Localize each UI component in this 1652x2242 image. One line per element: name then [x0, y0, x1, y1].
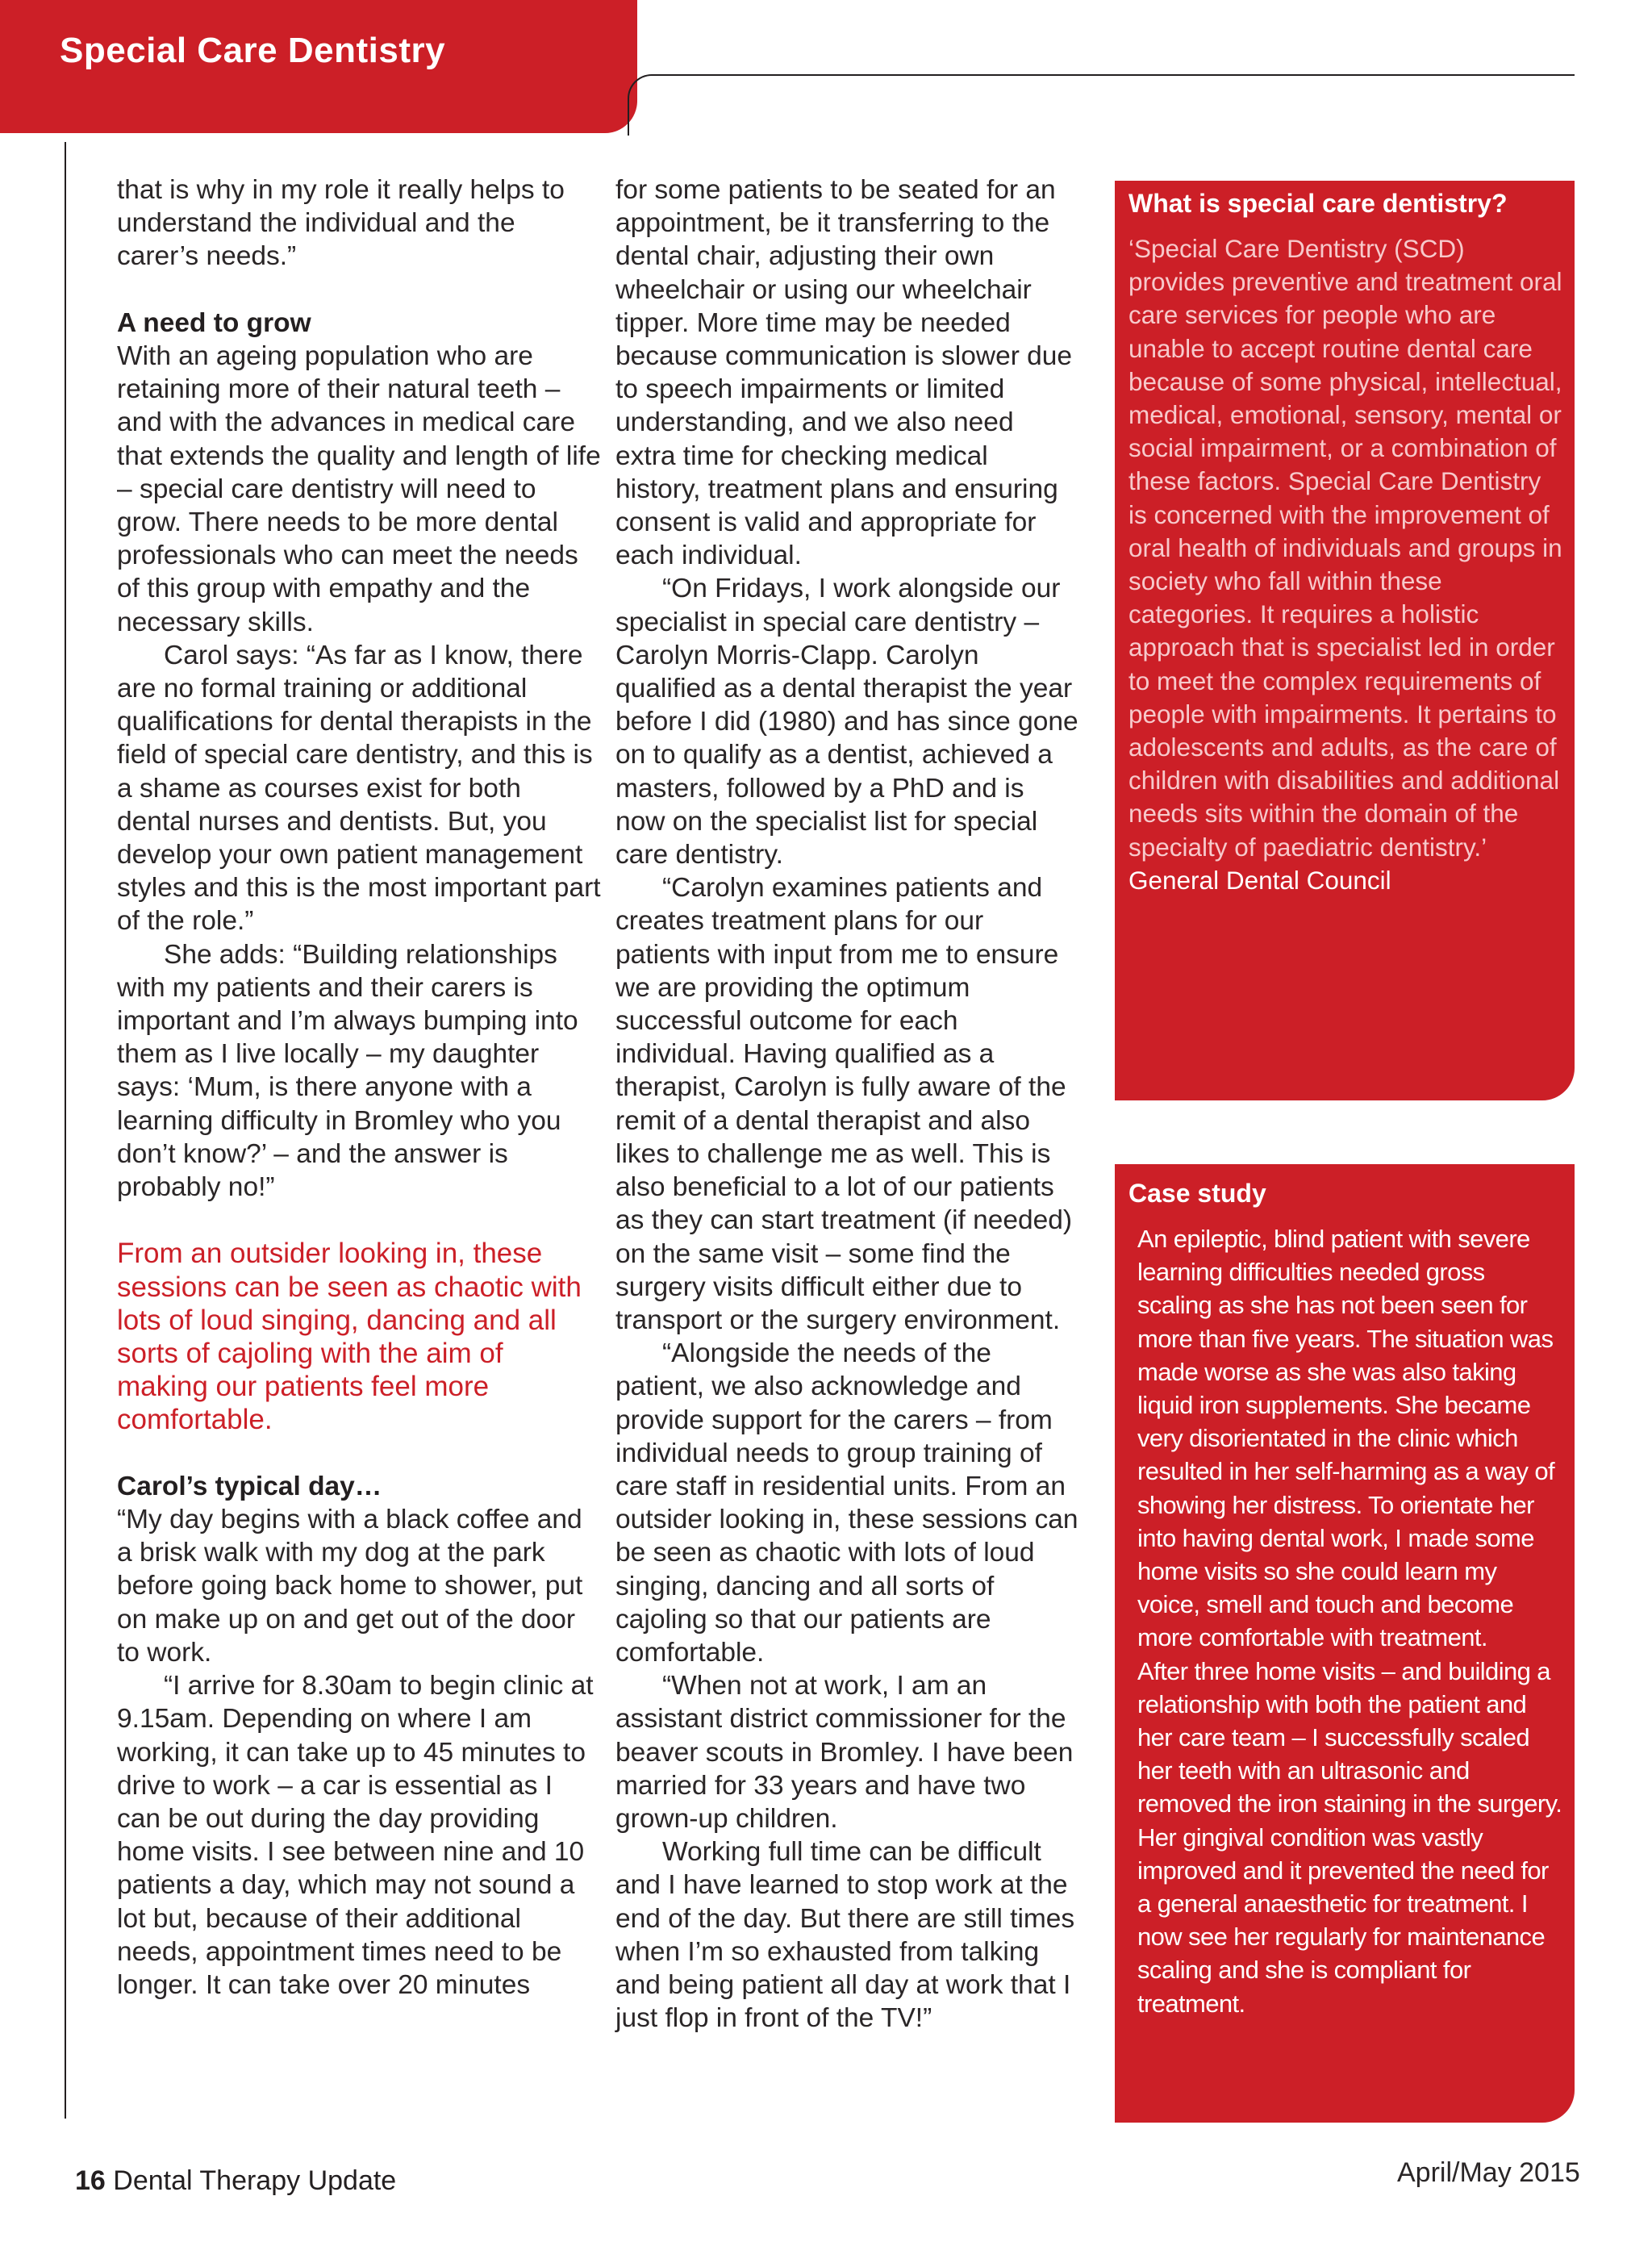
- section-title: Special Care Dentistry: [60, 31, 446, 70]
- case-study-text: [1137, 1222, 1565, 2020]
- pull-quote: From an outsider looking in, these sessions can be seen as chaotic with lots of loud singing, dancing and all sorts of cajoling with the aim of making our patients feel more comfortable.: [117, 1238, 582, 1436]
- paragraph: Carol says: “As far as I know, there are no formal training or additional qualifications for dental therapists in the field of special care dentistry, and this is a shame as courses exist for both dental nurses and dentists. But, you develop your own patient management styles and this is the most important part of the role.”: [117, 640, 601, 937]
- article-column-1: [117, 173, 601, 2002]
- definition-source: General Dental Council: [1128, 865, 1391, 895]
- paragraph: “When not at work, I am an assistant district commissioner for the beaver scouts in Bromley. I have been married for 33 years and have two grown-up children.: [615, 1671, 1074, 1834]
- footer-publication: [75, 2165, 396, 2197]
- paragraph: With an ageing population who are retaining more of their natural teeth – and with the advances in medical care that extends the quality and length of life – special care dentistry will need to grow. There needs to be more dental professionals who can meet the needs of this group with empathy and the necessary skills.: [117, 341, 601, 637]
- header-curve-decoration: [628, 74, 655, 136]
- paragraph: “I arrive for 8.30am to begin clinic at 9.15am. Depending on where I am working, it can take up to 45 minutes to drive to work – a car is essential as I can be out during the day providing home visits. I see between nine and 10 patients a day, which may not sound a lot but, because of their additional needs, appointment times need to be longer. It can take over 20 minutes: [117, 1671, 594, 2000]
- case-study-title: Case study: [1128, 1179, 1266, 1208]
- sidebar-definition-box: [1115, 181, 1575, 1100]
- header-rule: [655, 74, 1575, 76]
- paragraph: “On Fridays, I work alongside our specialist in special care dentistry – Carolyn Morris-Clapp. Carolyn qualified as a dental therapist the year before I did (1980) and has since gone on to qualify as a dentist, achieved a masters, followed by a PhD and is now on the specialist list for special care dentistry.: [615, 574, 1078, 870]
- paragraph: She adds: “Building relationships with my patients and their carers is important and I’m always bumping into them as I live locally – my daughter says: ‘Mum, is there anyone with a learning difficulty in Bromley who you don’t know?’ – and the answer is probably no!”: [117, 939, 578, 1203]
- publication-name: Dental Therapy Update: [113, 2165, 397, 2196]
- sidebar-case-study-box: [1115, 1164, 1575, 2123]
- case-study-paragraph: After three home visits – and building a relationship with both the patient and her care team – I successfully scaled her teeth with an ultrasonic and removed the iron staining in the surgery. Her gingival condition was vastly improved and it prevented the need for a general anaesthetic for treatment. I now see her regularly for maintenance scaling and she is compliant for treatment.: [1137, 1656, 1562, 2018]
- sidebar-title: What is special care dentistry?: [1128, 189, 1508, 218]
- sidebar-text: [1128, 232, 1564, 897]
- issue-date: April/May 2015: [1397, 2157, 1580, 2188]
- paragraph: “My day begins with a black coffee and a brisk walk with my dog at the park before going back home to shower, put on make up on and get out of the door to work.: [117, 1505, 583, 1668]
- definition-quote: ‘Special Care Dentistry (SCD) provides preventive and treatment oral care services for people who are unable to accept routine dental care because of some physical, intellectual, medical, emotional, sensory, mental or social impairment, or a combination of these factors. Special Care Dentistry is concerned with the improvement of oral health of individuals and groups in society who fall within these categories. It requires a holistic approach that is specialist led in order to meet the complex requirements of people with impairments. It pertains to adolescents and adults, as the care of children with disabilities and additional needs sits within the domain of the specialty of paediatric dentistry.’: [1128, 234, 1562, 862]
- paragraph: Working full time can be difficult and I have learned to stop work at the end of the day. But there are still times when I’m so exhausted from talking and being patient all day at work that I just flop in front of the TV!”: [615, 1837, 1075, 2034]
- page-number: 16: [75, 2165, 106, 2196]
- paragraph: “Alongside the needs of the patient, we also acknowledge and provide support for the carers – from individual needs to group training of care staff in residential units. From an outsider looking in, these sessions can be seen as chaotic with lots of loud singing, dancing and all sorts of cajoling so that our patients are comfortable.: [615, 1338, 1078, 1668]
- article-column-2: [615, 173, 1079, 2035]
- subheading: Carol’s typical day…: [117, 1471, 382, 1501]
- subheading: A need to grow: [117, 307, 311, 338]
- case-study-paragraph: An epileptic, blind patient with severe learning difficulties needed gross scaling as she has not been seen for more than five years. The situation was made worse as she was also taking liquid iron supplements. She became very disorientated in the clinic which resulted in her self-harming as a way of showing her distress. To orientate her into having dental work, I made some home visits so she could learn my voice, smell and touch and become more comfortable with treatment.: [1137, 1225, 1555, 1652]
- paragraph: that is why in my role it really helps to understand the individual and the carer’s needs.”: [117, 175, 565, 272]
- column-rule: [65, 142, 66, 2119]
- paragraph: “Carolyn examines patients and creates treatment plans for our patients with input from me to ensure we are providing the optimum successful outcome for each individual. Having qualified as a therapist, Carolyn is fully aware of the remit of a dental therapist and also likes to challenge me as well. This is also beneficial to a lot of our patients as they can start treatment (if needed) on the same visit – some find the surgery visits difficult either due to transport or the surgery environment.: [615, 873, 1073, 1335]
- paragraph: for some patients to be seated for an appointment, be it transferring to the dental chair, adjusting their own wheelchair or using our wheelchair tipper. More time may be needed because communication is slower due to speech impairments or limited understanding, and we also need extra time for checking medical history, treatment plans and ensuring consent is valid and appropriate for each individual.: [615, 175, 1073, 571]
